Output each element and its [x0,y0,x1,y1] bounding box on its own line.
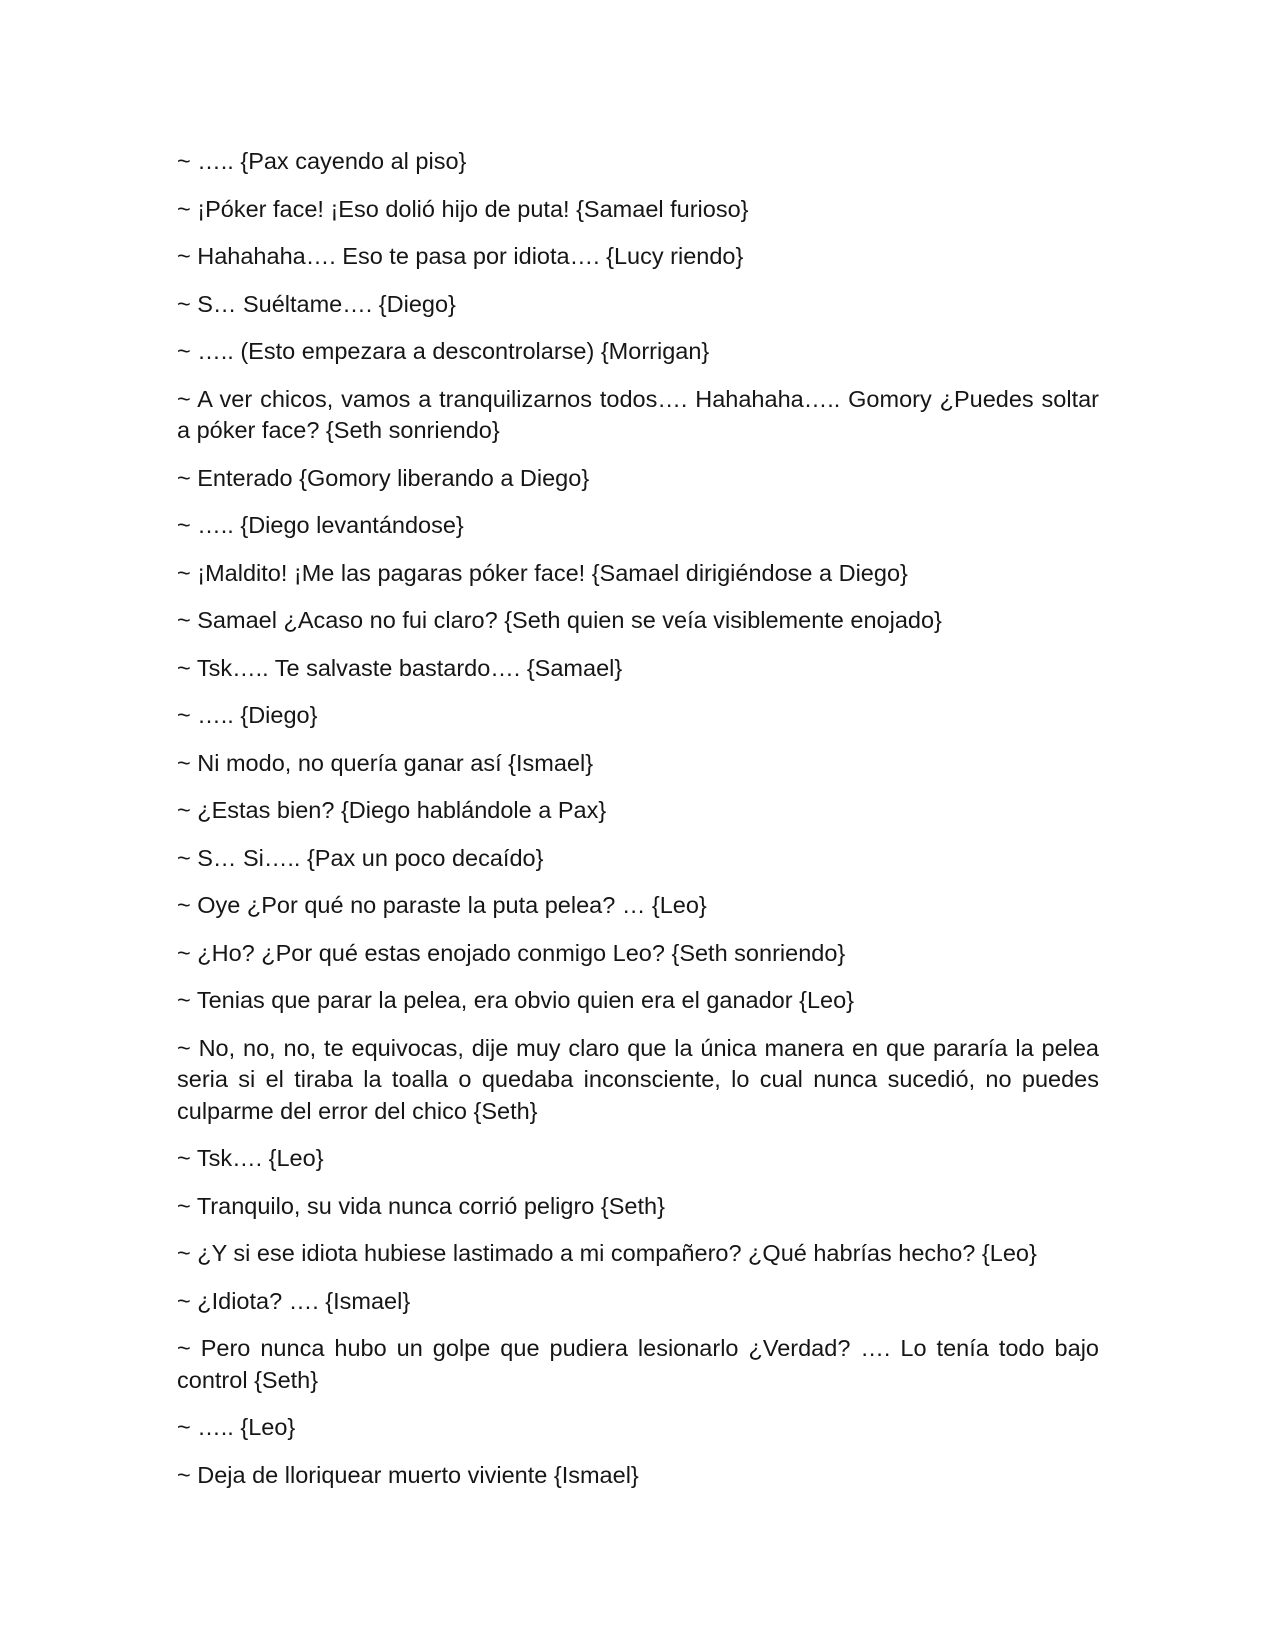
dialogue-line: ~ ….. {Leo} [177,1414,296,1440]
dialogue-line: ~ ¡Póker face! ¡Eso dolió hijo de puta! {Samael furioso} [177,195,749,222]
dialogue-line: ~ A ver chicos, vamos a tranquilizarnos todos…. Hahahaha….. Gomory ¿Puedes soltar a póker face? {Seth sonriendo} [177,385,1099,443]
dialogue-line: ~ Tranquilo, su vida nunca corrió peligro {Seth} [177,1192,665,1219]
dialogue-line: ~ ¿Y si ese idiota hubiese lastimado a mi compañero? ¿Qué habrías hecho? {Leo} [177,1240,1037,1266]
dialogue-line: ~ Tenias que parar la pelea, era obvio quien era el ganador {Leo} [177,987,855,1013]
dialogue-line: ~ S… Si….. {Pax un poco decaído} [177,844,544,871]
dialogue-line: ~ Samael ¿Acaso no fui claro? {Seth quien se veía visiblemente enojado} [177,607,942,633]
dialogue-line: ~ Tsk…. {Leo} [177,1145,324,1171]
dialogue-line: ~ Enterado {Gomory liberando a Diego} [177,464,590,491]
dialogue-line: ~ Pero nunca hubo un golpe que pudiera lesionarlo ¿Verdad? …. Lo tenía todo bajo control {Seth} [177,1335,1099,1393]
dialogue-line: ~ No, no, no, te equivocas, dije muy claro que la única manera en que pararía la pelea seria si el tiraba la toalla o quedaba inconsciente, lo cual nunca sucedió, no puedes culparme del error del chico {Seth} [177,1034,1099,1124]
dialogue-line: ~ Deja de lloriquear muerto viviente {Ismael} [177,1461,639,1488]
dialogue-line: ~ ¿Estas bien? {Diego hablándole a Pax} [177,797,607,823]
dialogue-line: ~ ….. {Diego levantándose} [177,512,464,538]
dialogue-line: ~ ….. (Esto empezara a descontrolarse) {Morrigan} [177,338,710,364]
dialogue-line: ~ S… Suéltame…. {Diego} [177,290,456,317]
dialogue-line: ~ ¿Idiota? …. {Ismael} [177,1287,411,1314]
dialogue-line: ~ ¿Ho? ¿Por qué estas enojado conmigo Leo? {Seth sonriendo} [177,939,846,966]
dialogue-line: ~ Oye ¿Por qué no paraste la puta pelea? … {Leo} [177,892,707,918]
dialogue-line: ~ Ni modo, no quería ganar así {Ismael} [177,749,594,776]
dialogue-line: ~ ¡Maldito! ¡Me las pagaras póker face! {Samael dirigiéndose a Diego} [177,559,908,586]
dialogue-line: ~ Hahahaha…. Eso te pasa por idiota…. {Lucy riendo} [177,243,744,269]
dialogue-line: ~ ….. {Diego} [177,702,318,728]
dialogue-line: ~ ….. {Pax cayendo al piso} [177,148,467,174]
dialogue-line: ~ Tsk….. Te salvaste bastardo…. {Samael} [177,654,623,681]
dialogue-body [177,146,1099,1491]
